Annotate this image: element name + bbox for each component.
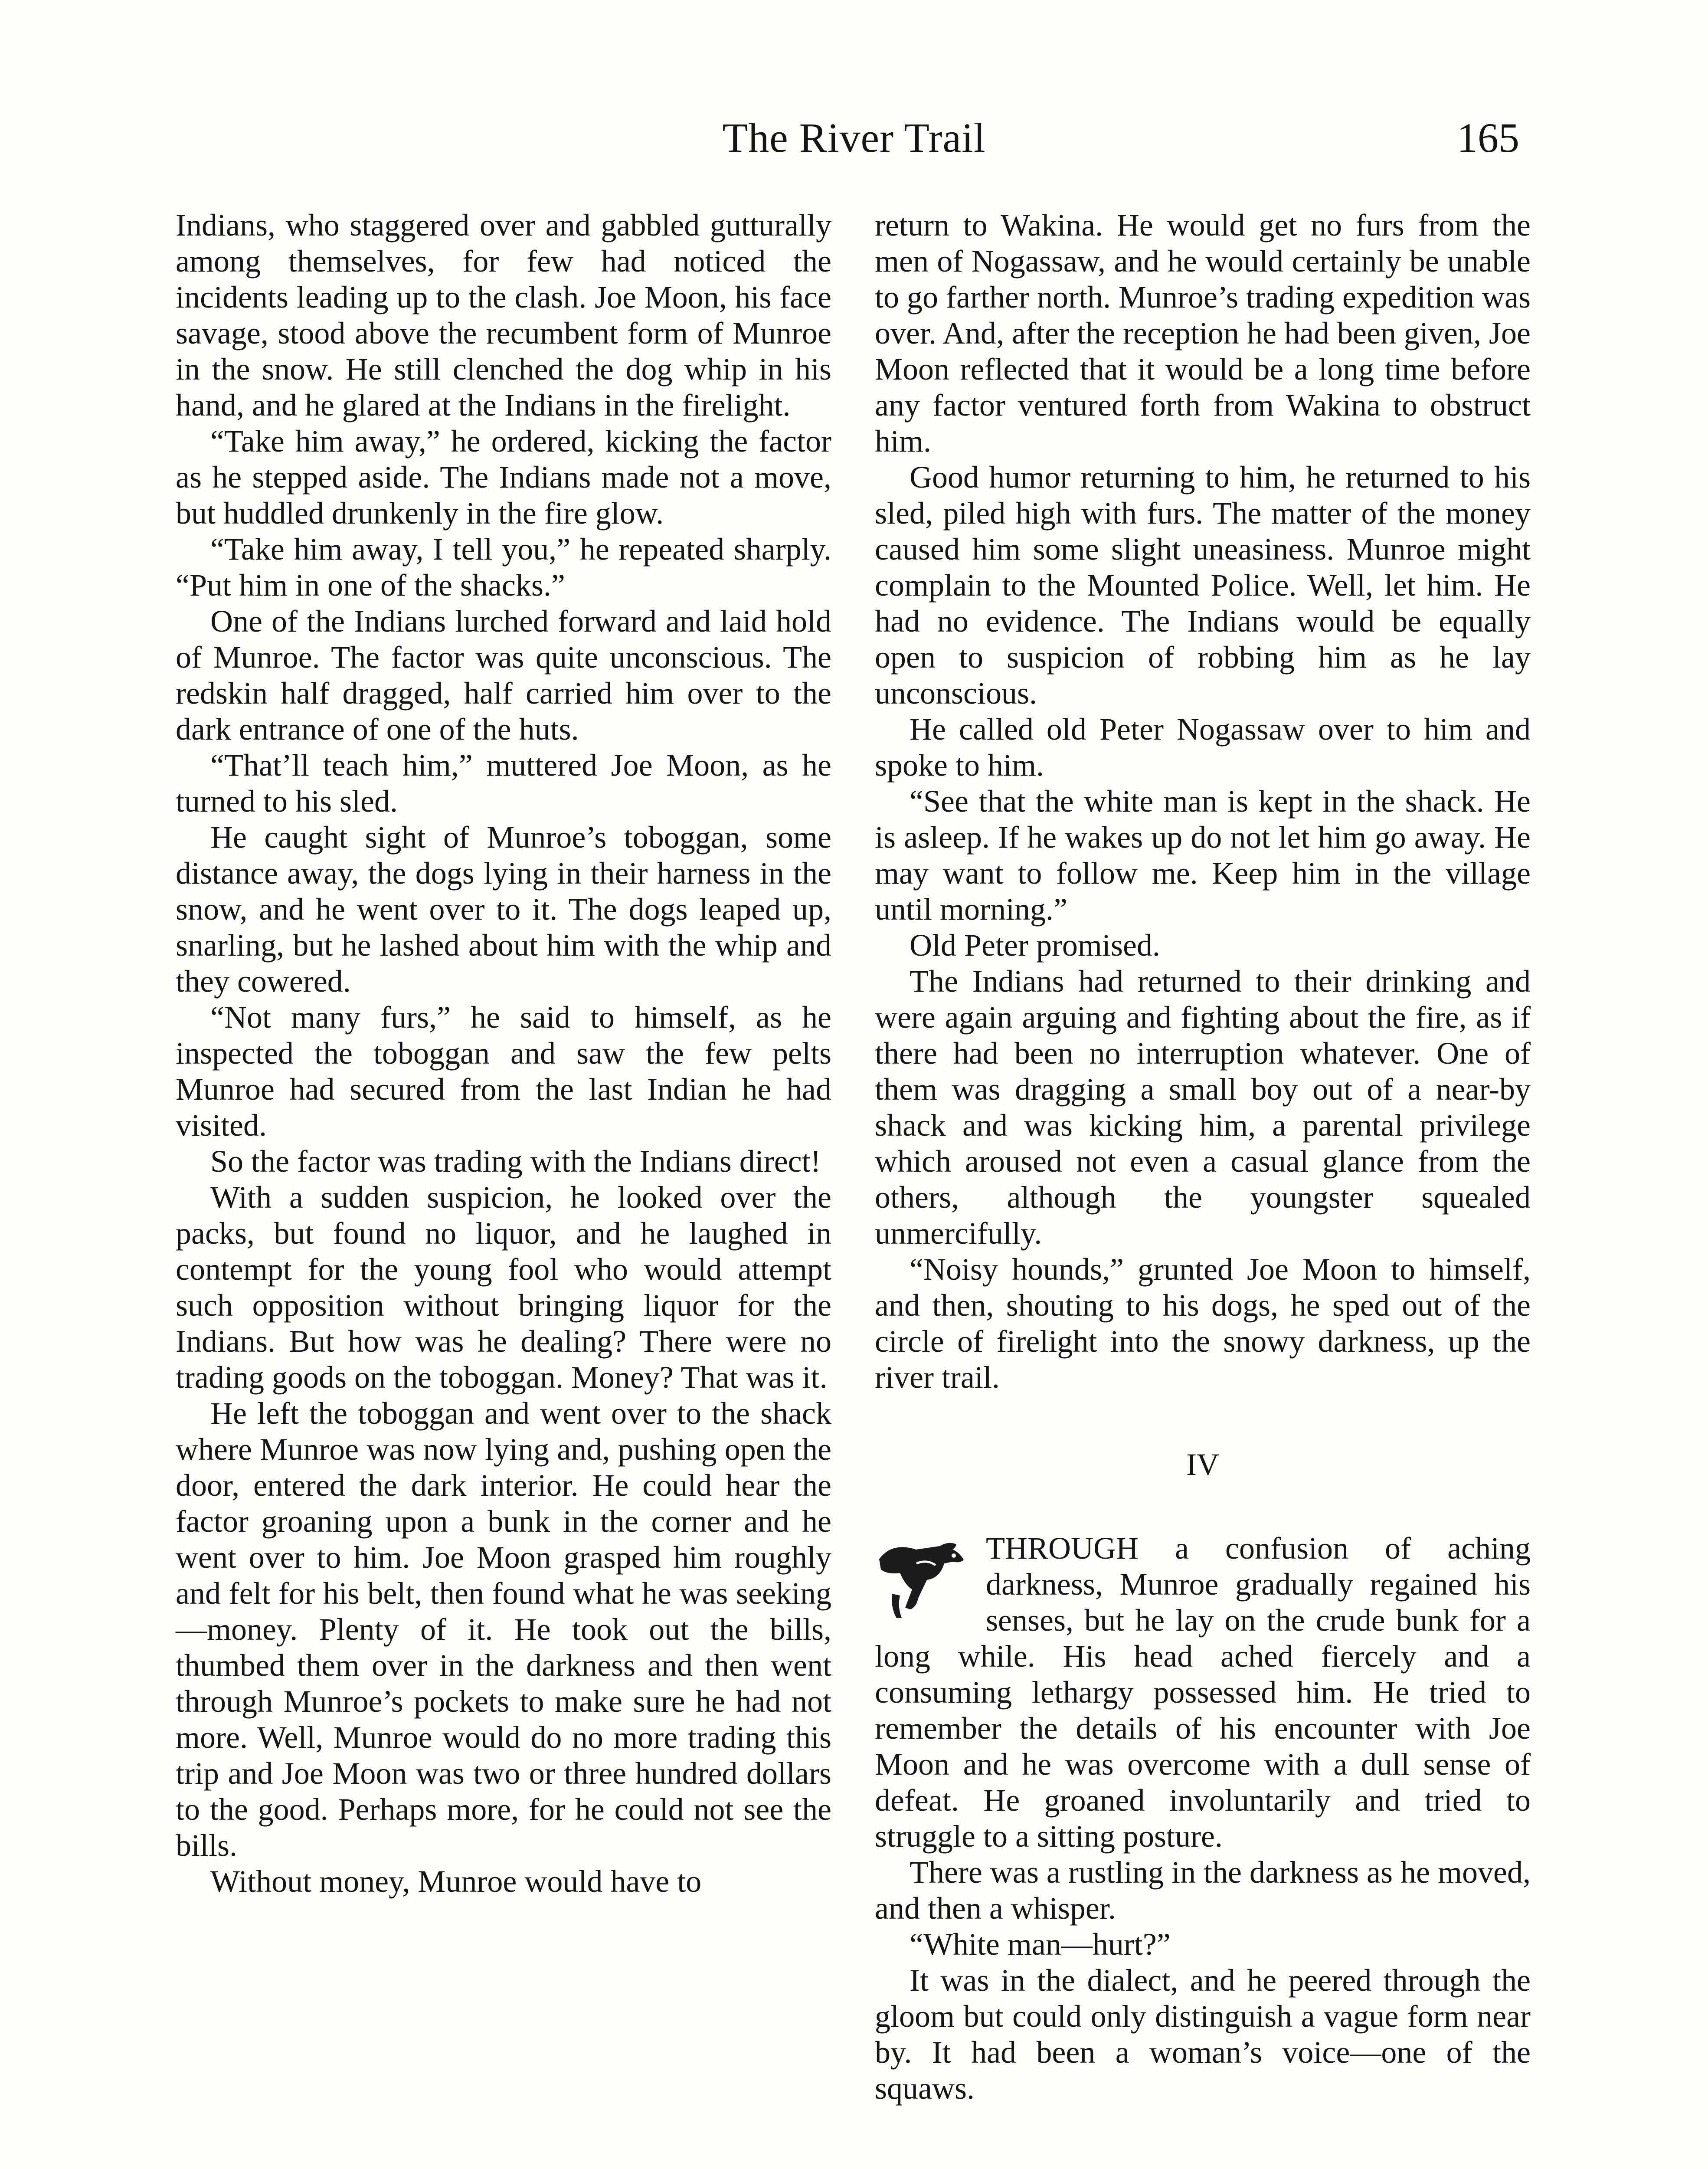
- page-number: 165: [1457, 115, 1519, 161]
- paragraph: “Noisy hounds,” grunted Joe Moon to himself, and then, shouting to his dogs, he sped out of the circle of firelight into the snowy darkness, up the river trail.: [875, 1252, 1531, 1395]
- running-title: The River Trail: [722, 115, 986, 161]
- paragraph: Indians, who staggered over and gabbled gutturally among themselves, for few had noticed the incidents leading up to the clash. Joe Moon, his face savage, stood above the recumbent form of Munroe in the snow. He still clenched the dog whip in his hand, and he glared at the Indians in the firelight.: [176, 208, 831, 423]
- paragraph: “See that the white man is kept in the shack. He is asleep. If he wakes up do not let him go away. He may want to follow me. Keep him in the village until morning.”: [875, 784, 1531, 927]
- paragraph: With a sudden suspicion, he looked over the packs, but found no liquor, and he laughed in contempt for the young fool who would attempt such opposition without bringing liquor for the Indians. But how was he dealing? There were no trading goods on the toboggan. Money? That was it.: [176, 1180, 831, 1395]
- paragraph: Without money, Munroe would have to: [210, 1864, 702, 1899]
- paragraph: “Not many furs,” he said to himself, as he inspected the toboggan and saw the few pelts Munroe had secured from the last Indian he had visited.: [176, 1000, 831, 1143]
- paragraph: He left the toboggan and went over to the shack where Munroe was now lying and, pushing open the door, entered the dark interior. He could hear the factor groaning upon a bunk in the corner and he went over to him. Joe Moon grasped him roughly and felt for his belt, then found what he was seeking—money. Plenty of it. He took out the bills, thumbed them over in the darkness and then went through Munroe’s pockets to make sure he had not more. Well, Munroe would do no more trading this trip and Joe Moon was two or three hundred dollars to the good. Perhaps more, for he could not see the bills.: [176, 1396, 831, 1863]
- paragraph: “White man—hurt?”: [910, 1927, 1171, 1962]
- section-heading: IV: [1186, 1447, 1219, 1482]
- paragraph: return to Wakina. He would get no furs from the men of Nogassaw, and he would certainly be unable to go farther north. Munroe’s trading expedition was over. And, after the reception he had been given, Joe Moon reflected that it would be a long time before any factor ventured forth from Wakina to obstruct him.: [875, 208, 1531, 459]
- paragraph: Good humor returning to him, he returned to his sled, piled high with furs. The matter of the money caused him some slight uneasiness. Munroe might complain to the Mounted Police. Well, let him. He had no evidence. The Indians would be equally open to suspicion of robbing him as he lay unconscious.: [875, 460, 1531, 711]
- paragraph: “Take him away, I tell you,” he repeated sharply. “Put him in one of the shacks.”: [176, 532, 831, 603]
- paragraph: The Indians had returned to their drinking and were again arguing and fighting about the fire, as if there had been no interruption whatever. One of them was dragging a small boy out of a near-by shack and was kicking him, a parental privilege which aroused not even a casual glance from the others, although the youngster squealed unmercifully.: [875, 964, 1531, 1251]
- paragraph: There was a rustling in the darkness as he moved, and then a whisper.: [875, 1855, 1531, 1926]
- paragraph: “Take him away,” he ordered, kicking the factor as he stepped aside. The Indians made not a move, but huddled drunkenly in the fire glow.: [176, 424, 831, 531]
- left-column: [176, 207, 831, 1900]
- paragraph: He called old Peter Nogassaw over to him and spoke to him.: [875, 712, 1531, 783]
- section-opening: [875, 1530, 1531, 1854]
- paragraph: It was in the dialect, and he peered through the gloom but could only distinguish a vague form near by. It had been a woman’s voice—one of the squaws.: [875, 1963, 1531, 2106]
- paragraph: THROUGH a confusion of aching darkness, Munroe gradually regained his senses, but he lay on the crude bunk for a long while. His head ached fiercely and a consuming lethargy possessed him. He tried to remember the details of his encounter with Joe Moon and he was overcome with a dull sense of defeat. He groaned involuntarily and tried to struggle to a sitting posture.: [875, 1531, 1531, 1854]
- paragraph: “That’ll teach him,” muttered Joe Moon, as he turned to his sled.: [176, 748, 831, 819]
- paragraph: So the factor was trading with the Indians direct!: [210, 1144, 821, 1179]
- paragraph: He caught sight of Munroe’s toboggan, some distance away, the dogs lying in their harness in the snow, and he went over to it. The dogs leaped up, snarling, but he lashed about him with the whip and they cowered.: [176, 820, 831, 999]
- right-column: [875, 207, 1531, 2107]
- paragraph: One of the Indians lurched forward and laid hold of Munroe. The factor was quite unconscious. The redskin half dragged, half carried him over to the dark entrance of one of the huts.: [176, 604, 831, 747]
- decorative-initial-illustration-icon: [875, 1533, 975, 1620]
- paragraph: Old Peter promised.: [910, 928, 1160, 963]
